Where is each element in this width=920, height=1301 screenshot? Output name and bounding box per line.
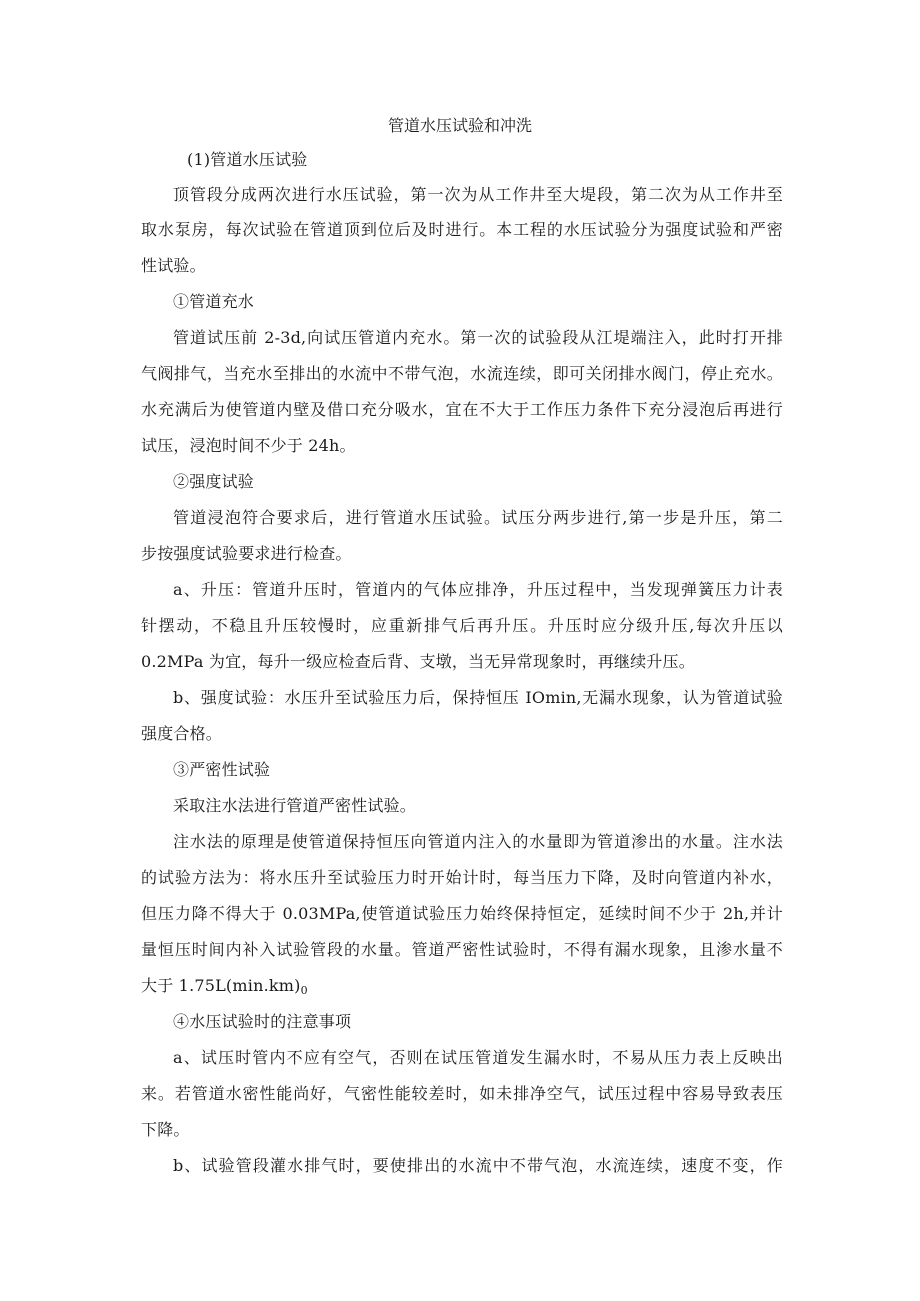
section-heading: (1)管道水压试验 <box>187 150 308 169</box>
subheading-strength: ②强度试验 <box>173 472 255 491</box>
paragraph-line: 试压，浸泡时间不少于 24h。 <box>141 436 356 455</box>
paragraph-line: a、试压时管内不应有空气，否则在试压管道发生漏水时，不易从压力表上反映出 <box>173 1048 783 1067</box>
paragraph-line: 强度合格。 <box>141 724 223 743</box>
paragraph-line: 来。若管道水密性能尚好，气密性能较差时，如未排净空气，试压过程中容易导致表压 <box>141 1084 783 1103</box>
paragraph-line: 0.2MPa 为宜，每升一级应检查后背、支墩，当无异常现象时，再继续升压。 <box>141 652 695 671</box>
subscript-text: 0 <box>300 984 308 997</box>
paragraph-line: 管道浸泡符合要求后，进行管道水压试验。试压分两步进行,第一步是升压，第二 <box>173 508 783 527</box>
paragraph-line: 下降。 <box>141 1120 190 1139</box>
paragraph-line: 量恒压时间内补入试验管段的水量。管道严密性试验时，不得有漏水现象，且渗水量不 <box>141 940 783 959</box>
paragraph-line: 管道试压前 2-3d,向试压管道内充水。第一次的试验段从江堤端注入，此时打开排 <box>173 328 783 347</box>
paragraph-line: 但压力降不得大于 0.03MPa,使管道试验压力始终保持恒定，延续时间不少于 2h,并计 <box>141 904 783 923</box>
subheading-tightness: ③严密性试验 <box>173 760 271 779</box>
paragraph-line: 取水泵房，每次试验在管道顶到位后及时进行。本工程的水压试验分为强度试验和严密 <box>141 220 783 239</box>
paragraph-line: 顶管段分成两次进行水压试验，第一次为从工作井至大堤段，第二次为从工作井至 <box>173 185 783 204</box>
subheading-fill: ①管道充水 <box>173 292 255 311</box>
paragraph-line: 的试验方法为：将水压升至试验压力时开始计时，每当压力下降，及时向管道内补水， <box>141 868 783 887</box>
paragraph-line: 采取注水法进行管道严密性试验。 <box>173 796 417 815</box>
paragraph-line: 水充满后为使管道内壁及借口充分吸水，宜在不大于工作压力条件下充分浸泡后再进行 <box>141 400 783 419</box>
paragraph-line: 步按强度试验要求进行检查。 <box>141 544 352 563</box>
paragraph-line: a、升压：管道升压时，管道内的气体应排净，升压过程中，当发现弹簧压力计表 <box>173 580 783 599</box>
paragraph-line: 性试验。 <box>141 256 206 275</box>
paragraph-line: 注水法的原理是使管道保持恒压向管道内注入的水量即为管道渗出的水量。注水法 <box>173 832 783 851</box>
paragraph-line: 气阀排气，当充水至排出的水流中不带气泡，水流连续，即可关闭排水阀门，停止充水。 <box>141 364 783 383</box>
paragraph-line <box>141 976 308 1001</box>
document-title: 管道水压试验和冲洗 <box>387 116 532 135</box>
paragraph-line: b、强度试验：水压升至试验压力后，保持恒压 IOmin,无漏水现象，认为管道试验 <box>173 688 783 707</box>
paragraph-line: b、试验管段灌水排气时，要使排出的水流中不带气泡，水流连续，速度不变，作 <box>173 1156 783 1175</box>
paragraph-text: 大于 1.75L(min.km) <box>141 976 301 995</box>
paragraph-line: 针摆动，不稳且升压较慢时，应重新排气后再升压。升压时应分级升压,每次升压以 <box>141 616 783 635</box>
subheading-notes: ④水压试验时的注意事项 <box>173 1012 352 1031</box>
